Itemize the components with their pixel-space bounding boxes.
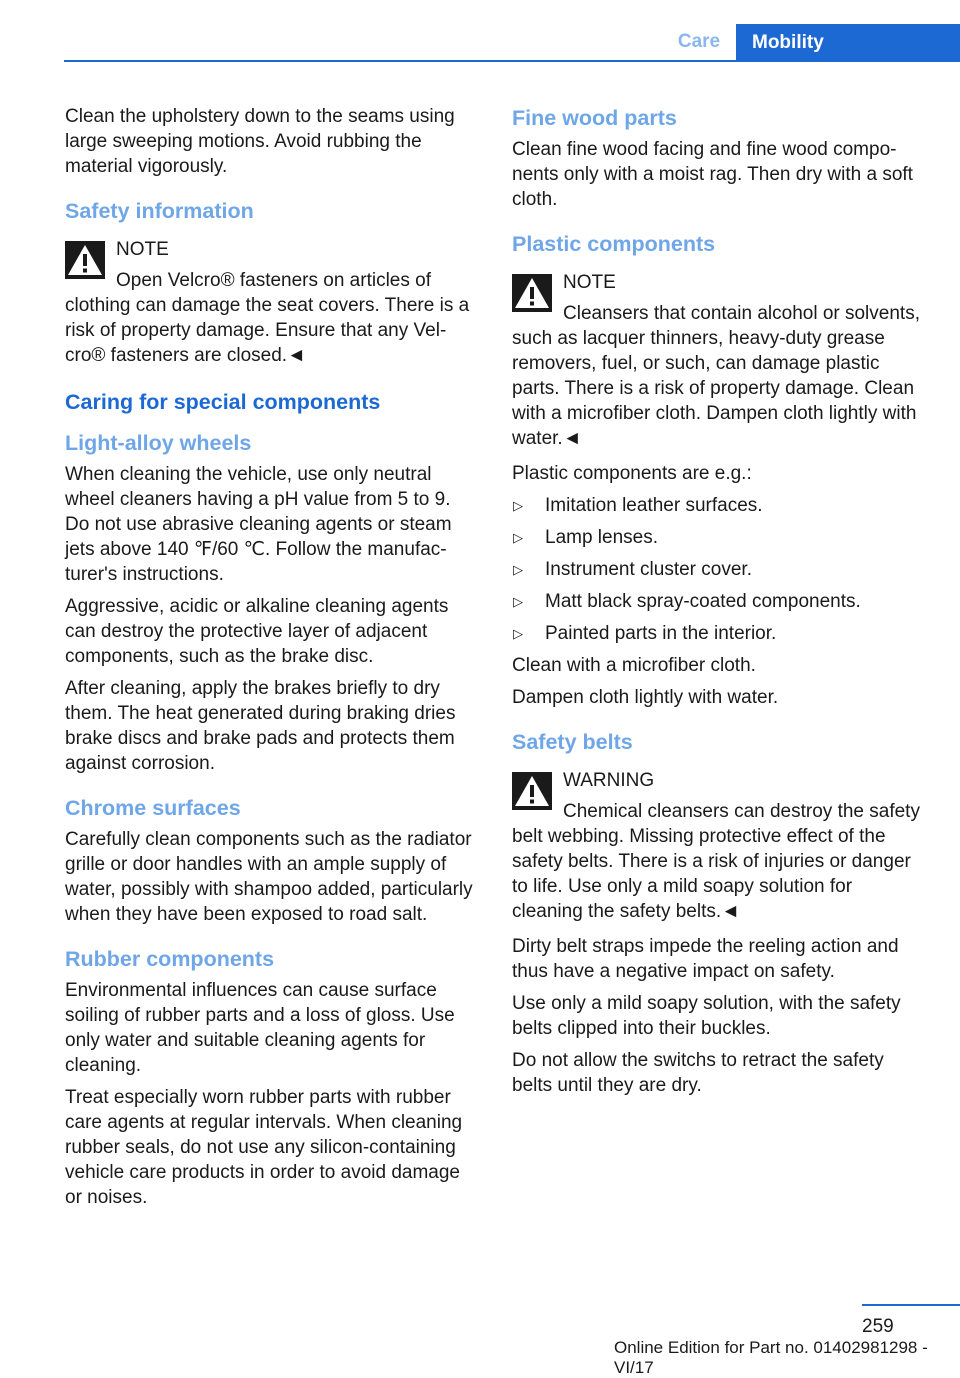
list-item-text: Matt black spray-coated components.	[545, 591, 861, 612]
warning-triangle-icon	[65, 241, 105, 279]
special-components-heading: Caring for special components	[65, 390, 381, 414]
list-item-text: Lamp lenses.	[545, 527, 659, 548]
left-column	[65, 104, 479, 1217]
rubber-paragraph-2: Treat especially worn rubber parts with rubber care agents at regular intervals. When cleaning rubber seals, do not use any silicon-containing vehicle care products in order to avoid damage or noises.	[65, 1087, 463, 1208]
wheels-paragraph-1: When cleaning the vehicle, use only neutral wheel cleaners having a pH value from 5 to 9. Do not use abrasive cleaning agents or steam jets above 140 ℉/60 ℃. Follow the manufacturer's instructions.	[65, 464, 452, 585]
wood-paragraph: Clean fine wood facing and fine wood components only with a moist rag. Then dry with a soft cloth.	[512, 139, 913, 210]
belts-paragraph-2: Use only a mild soapy solution, with the safety belts clipped into their buckles.	[512, 993, 901, 1039]
bullet-triangle-icon: ▷	[513, 562, 523, 577]
bullet-triangle-icon: ▷	[513, 594, 523, 609]
belts-warning	[512, 768, 922, 924]
plastic-notice	[512, 270, 922, 451]
warning-title: WARNING	[563, 770, 655, 791]
notice-text: Open Velcro® fasteners on articles of clothing can damage the seat covers. There is a risk of property damage. Ensure that any Velcro® fasteners are closed.◄	[65, 270, 470, 366]
tab-mobility[interactable]: Mobility	[736, 24, 960, 62]
header-divider	[64, 60, 960, 62]
upholstery-paragraph: Clean the upholstery down to the seams using large sweeping motions. Avoid rubbing the material vigorously.	[65, 106, 455, 177]
page-number: 259	[862, 1316, 894, 1337]
list-item	[512, 493, 922, 518]
plastic-components-list	[512, 493, 922, 646]
edition-note: Online Edition for Part no. 01402981298 - VI/17	[614, 1338, 928, 1377]
notice-text: Cleansers that contain alcohol or solvents, such as lacquer thinners, heavy-duty grease removers, fuel, or such, can damage plastic parts. There is a risk of property damage. Clean with a microfiber cloth. Dampen cloth lightly with water.◄	[512, 303, 920, 449]
bullet-triangle-icon: ▷	[513, 530, 523, 545]
list-item	[512, 621, 922, 646]
fine-wood-heading: Fine wood parts	[512, 106, 677, 130]
bullet-triangle-icon: ▷	[513, 626, 523, 641]
list-item-text: Imitation leather surfaces.	[545, 495, 763, 516]
safety-belts-heading: Safety belts	[512, 730, 633, 754]
tab-care[interactable]: Care	[677, 31, 721, 52]
plastic-paragraph-2: Dampen cloth lightly with water.	[512, 687, 779, 708]
footer-divider	[862, 1304, 960, 1306]
warning-text: Chemical cleansers can destroy the safety belt webbing. Missing protective effect of the safety belts. There is a risk of injuries or danger to life. Use only a mild soapy solution for cleaning the safety belts.◄	[512, 801, 920, 922]
list-item-text: Instrument cluster cover.	[545, 559, 752, 580]
chrome-paragraph: Carefully clean components such as the radiator grille or door handles with an ample supply of water, possibly with shampoo added, particularly when they have been exposed to road salt.	[65, 829, 473, 925]
list-item	[512, 589, 922, 614]
bullet-triangle-icon: ▷	[513, 498, 523, 513]
warning-triangle-icon	[512, 274, 552, 312]
velcro-notice	[65, 237, 479, 368]
wheels-paragraph-2: Aggressive, acidic or alkaline cleaning agents can destroy the protective layer of adjacent components, such as the brake disc.	[65, 596, 449, 667]
light-alloy-wheels-heading: Light-alloy wheels	[65, 431, 252, 455]
plastic-intro: Plastic components are e.g.:	[512, 463, 752, 484]
chrome-surfaces-heading: Chrome surfaces	[65, 796, 241, 820]
wheels-paragraph-3: After cleaning, apply the brakes briefly to dry them. The heat generated during braking dries brake discs and brake pads and protects them against corrosion.	[65, 678, 456, 774]
belts-paragraph-3: Do not allow the switchs to retract the safety belts until they are dry.	[512, 1050, 884, 1096]
warning-triangle-icon	[512, 772, 552, 810]
right-column	[512, 104, 922, 1105]
rubber-paragraph-1: Environmental influences can cause surface soiling of rubber parts and a loss of gloss. Use only water and suitable cleaning agents for cleaning.	[65, 980, 455, 1076]
plastic-components-heading: Plastic components	[512, 232, 716, 256]
list-item-text: Painted parts in the interior.	[545, 623, 777, 644]
page-header	[0, 24, 960, 62]
rubber-components-heading: Rubber components	[65, 947, 275, 971]
list-item	[512, 525, 922, 550]
notice-title: NOTE	[116, 239, 169, 260]
safety-information-heading: Safety information	[65, 199, 254, 223]
belts-paragraph-1: Dirty belt straps impede the reeling action and thus have a negative impact on safety.	[512, 936, 899, 982]
notice-title: NOTE	[563, 272, 616, 293]
list-item	[512, 557, 922, 582]
plastic-paragraph-1: Clean with a microfiber cloth.	[512, 655, 756, 676]
